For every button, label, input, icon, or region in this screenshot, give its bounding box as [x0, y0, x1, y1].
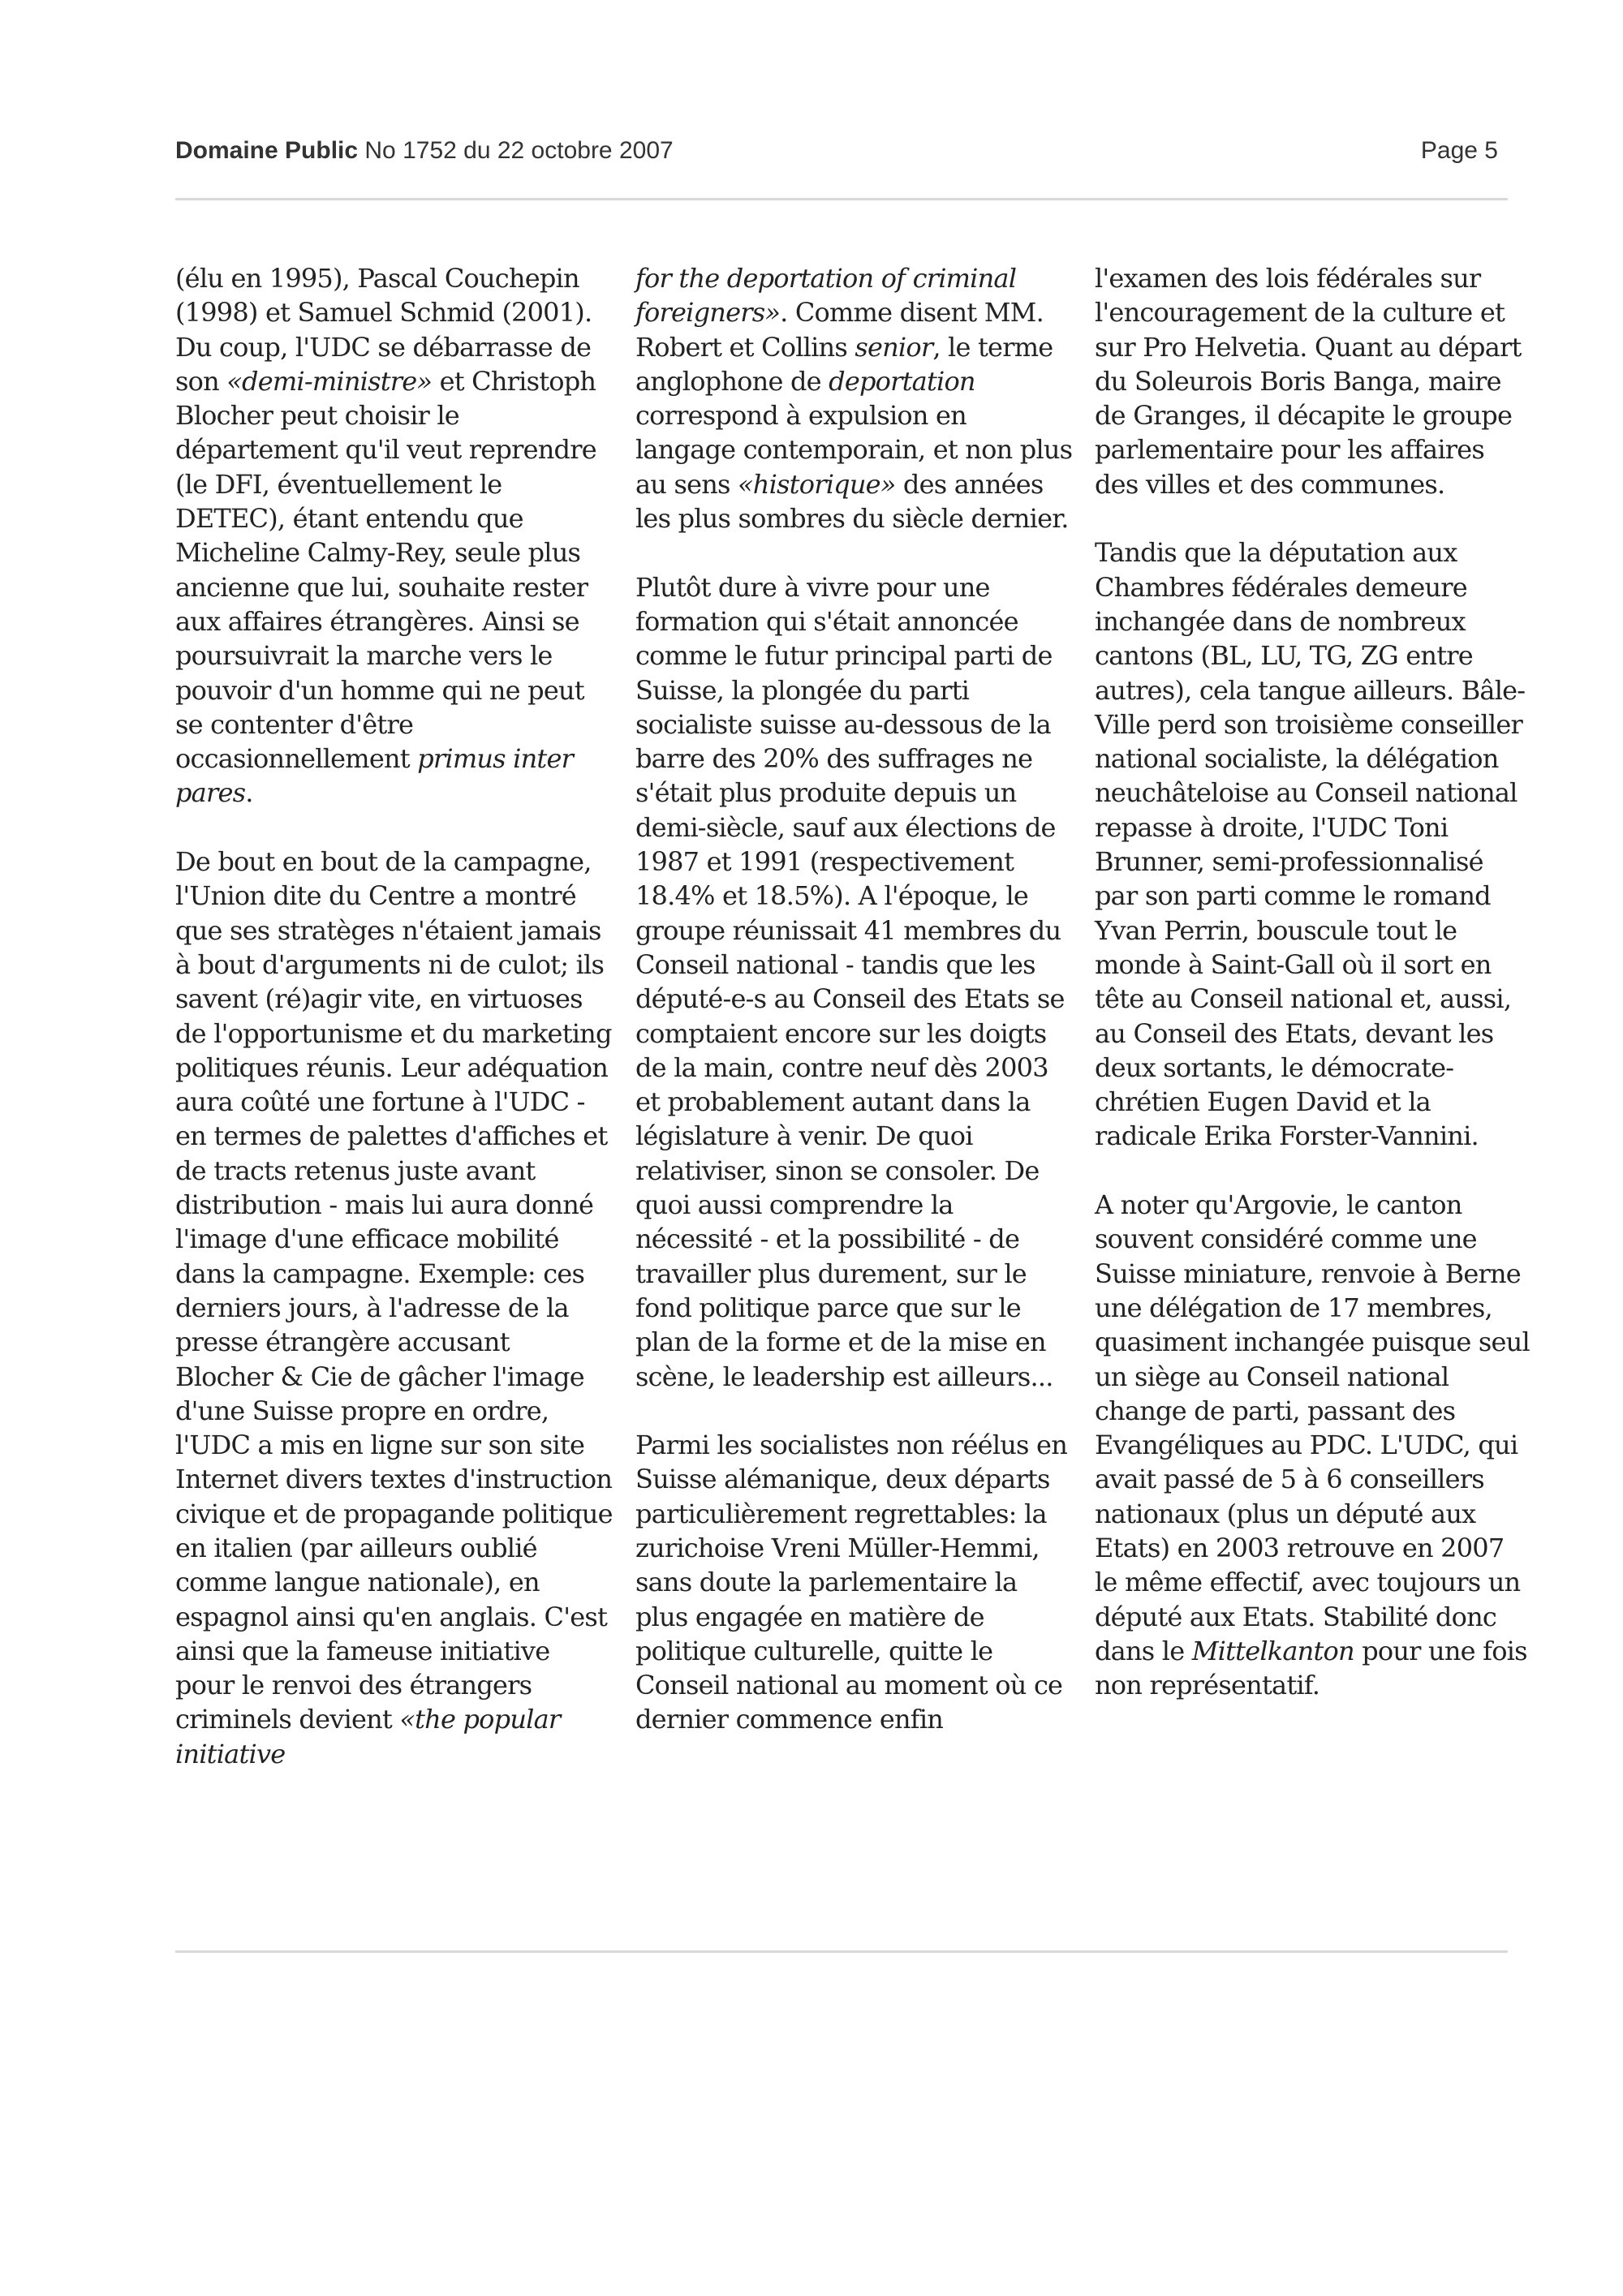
emphasis: for the deportation of criminal foreigners»	[635, 263, 1017, 329]
paragraph: for the deportation of criminal foreigners». Comme disent MM. Robert et Collins senior, le terme anglophone de deportation correspond à expulsion en langage contemporain, et non plus au sens «historique» des années les plus sombres du siècle dernier.	[635, 263, 1073, 535]
header-divider	[175, 198, 1508, 200]
paragraph: (élu en 1995), Pascal Couchepin (1998) et Samuel Schmid (2001). Du coup, l'UDC se débarrasse de son «demi-ministre» et Christoph Blocher peut choisir le département qu'il veut reprendre (le DFI, éventuellement le DETEC), étant entendu que Micheline Calmy-Rey, seule plus ancienne que lui, souhaite rester aux affaires étrangères. Ainsi se poursuivrait la marche vers le pouvoir d'un homme qui ne peut se contenter d'être occasionnellement primus inter pares.	[175, 263, 596, 809]
emphasis: «historique»	[738, 468, 896, 500]
emphasis: «the popular initiative	[175, 1704, 561, 1769]
emphasis: senior	[855, 331, 933, 363]
emphasis: «demi-ministre»	[226, 365, 433, 397]
paragraph: Parmi les socialistes non réélus en Suisse alémanique, deux départs particulièrement regrettables: la zurichoise Vreni Müller-Hemmi, sans doute la parlementaire la plus engagée en matière de politique culturelle, quitte le Conseil national au moment où ce dernier commence enfin	[635, 1430, 1068, 1735]
paragraph: De bout en bout de la campagne, l'Union dite du Centre a montré que ses stratèges n'étaient jamais à bout d'arguments ni de culot; ils savent (ré)agir vite, en virtuoses de l'opportunisme et du marketing politiques réunis. Leur adéquation aura coûté une fortune à l'UDC - en termes de palettes d'affiches et de tracts retenus juste avant distribution - mais lui aura donné l'image d'une efficace mobilité dans la campagne. Exemple: ces derniers jours, à l'adresse de la presse étrangère accusant Blocher & Cie de gâcher l'image d'une Suisse propre en ordre, l'UDC a mis en ligne sur son site Internet divers textes d'instruction civique et de propagande politique en italien (par ailleurs oublié comme langue nationale), en espagnol ainsi qu'en anglais. C'est ainsi que la fameuse initiative pour le renvoi des étrangers criminels devient «the popular initiative	[175, 846, 613, 1769]
paragraph: Plutôt dure à vivre pour une formation qui s'était annoncée comme le futur principal parti de Suisse, la plongée du parti socialiste suisse au-dessous de la barre des 20% des suffrages ne s'était plus produite depuis un demi-siècle, sauf aux élections de 1987 et 1991 (respectivement 18.4% et 18.5%). A l'époque, le groupe réunissait 41 membres du Conseil national - tandis que les député-e-s au Conseil des Etats se comptaient encore sur les doigts de la main, contre neuf dès 2003 et probablement autant dans la législature à venir. De quoi relativiser, sinon se consoler. De quoi aussi comprendre la nécessité - et la possibilité - de travailler plus durement, sur le fond politique parce que sur le plan de la forme et de la mise en scène, le leadership est ailleurs...	[635, 571, 1065, 1392]
page-header	[175, 135, 1503, 167]
emphasis: primus inter pares	[175, 743, 574, 809]
paragraph: l'examen des lois fédérales sur l'encouragement de la culture et sur Pro Helvetia. Quant au départ du Soleurois Boris Banga, maire de Granges, il décapite le groupe parlementaire pour les affaires des villes et des communes.	[1095, 263, 1522, 500]
column-1	[175, 261, 613, 1771]
paragraph: Tandis que la députation aux Chambres fédérales demeure inchangée dans de nombreux cantons (BL, LU, TG, ZG entre autres), cela tangue ailleurs. Bâle-Ville perd son troisième conseiller national socialiste, la délégation neuchâteloise au Conseil national repasse à droite, l'UDC Toni Brunner, semi-professionnalisé par son parti comme le romand Yvan Perrin, bouscule tout le monde à Saint-Gall où il sort en tête au Conseil national et, aussi, au Conseil des Etats, devant les deux sortants, le démocrate-chrétien Eugen David et la radicale Erika Forster-Vannini.	[1095, 537, 1526, 1152]
paragraph: A noter qu'Argovie, le canton souvent considéré comme une Suisse miniature, renvoie à Berne une délégation de 17 membres, quasiment inchangée puisque seul un siège au Conseil national change de parti, passant des Evangéliques au PDC. L'UDC, qui avait passé de 5 à 6 conseillers nationaux (plus un député aux Etats) en 2003 retrouve en 2007 le même effectif, avec toujours un député aux Etats. Stabilité donc dans le Mittelkanton pour une fois non représentatif.	[1095, 1189, 1530, 1701]
column-2	[635, 261, 1074, 1737]
page-number: Page 5	[1420, 137, 1498, 164]
publication-name: Domaine Public	[175, 137, 359, 164]
issue-info: No 1752 du 22 octobre 2007	[364, 137, 674, 164]
emphasis: deportation	[829, 365, 975, 397]
footer-divider	[175, 1950, 1508, 1953]
column-3	[1095, 261, 1533, 1702]
emphasis: Mittelkanton	[1191, 1635, 1354, 1666]
